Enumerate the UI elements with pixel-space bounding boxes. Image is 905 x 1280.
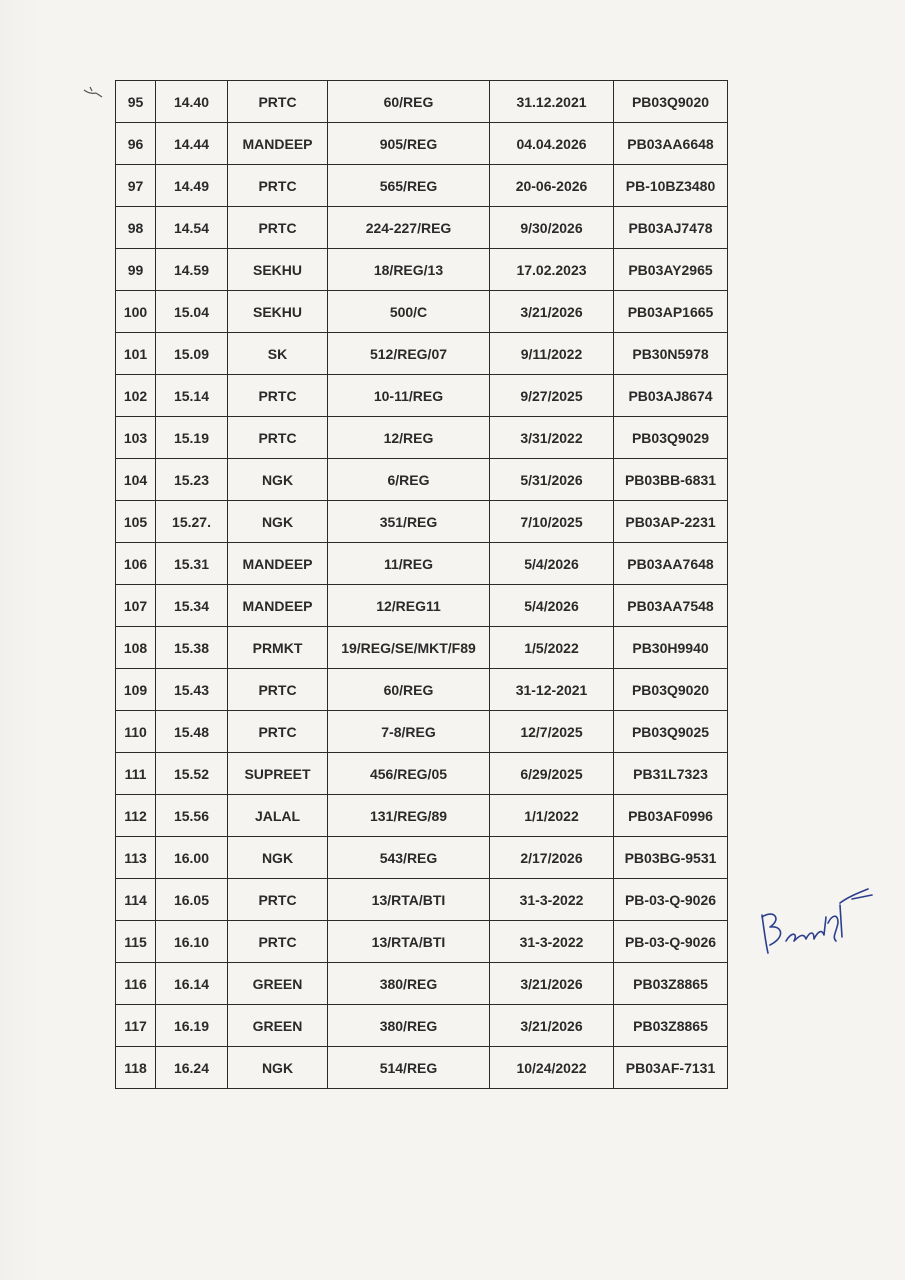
table-row (116, 543, 728, 585)
validity-cell: 17.02.2023 (490, 249, 614, 291)
validity-cell: 31-12-2021 (490, 669, 614, 711)
serial-cell: 99 (116, 249, 156, 291)
serial-cell: 98 (116, 207, 156, 249)
validity-cell: 3/21/2026 (490, 963, 614, 1005)
validity-cell: 5/31/2026 (490, 459, 614, 501)
table-row (116, 81, 728, 123)
vehicle-cell: PB-03-Q-9026 (614, 921, 728, 963)
permit-cell: 19/REG/SE/MKT/F89 (328, 627, 490, 669)
table-row (116, 795, 728, 837)
pen-mark-icon (82, 84, 106, 100)
validity-cell: 6/29/2025 (490, 753, 614, 795)
vehicle-cell: PB03AP1665 (614, 291, 728, 333)
table-row (116, 627, 728, 669)
vehicle-cell: PB03AJ7478 (614, 207, 728, 249)
operator-cell: SEKHU (228, 291, 328, 333)
validity-cell: 10/24/2022 (490, 1047, 614, 1089)
time-cell: 14.44 (156, 123, 228, 165)
vehicle-cell: PB-03-Q-9026 (614, 879, 728, 921)
operator-cell: NGK (228, 837, 328, 879)
permit-cell: 131/REG/89 (328, 795, 490, 837)
operator-cell: SK (228, 333, 328, 375)
timetable-body (116, 81, 728, 1089)
permit-cell: 543/REG (328, 837, 490, 879)
permit-cell: 6/REG (328, 459, 490, 501)
serial-cell: 114 (116, 879, 156, 921)
time-cell: 16.14 (156, 963, 228, 1005)
table-row (116, 585, 728, 627)
operator-cell: MANDEEP (228, 123, 328, 165)
serial-cell: 112 (116, 795, 156, 837)
vehicle-cell: PB03Z8865 (614, 1005, 728, 1047)
table-row (116, 753, 728, 795)
serial-cell: 103 (116, 417, 156, 459)
serial-cell: 111 (116, 753, 156, 795)
serial-cell: 95 (116, 81, 156, 123)
permit-cell: 12/REG11 (328, 585, 490, 627)
time-cell: 15.48 (156, 711, 228, 753)
time-cell: 14.49 (156, 165, 228, 207)
permit-cell: 60/REG (328, 669, 490, 711)
operator-cell: PRTC (228, 375, 328, 417)
table-row (116, 963, 728, 1005)
table-row (116, 921, 728, 963)
time-cell: 16.19 (156, 1005, 228, 1047)
operator-cell: NGK (228, 1047, 328, 1089)
permit-cell: 514/REG (328, 1047, 490, 1089)
time-cell: 16.05 (156, 879, 228, 921)
vehicle-cell: PB30N5978 (614, 333, 728, 375)
serial-cell: 102 (116, 375, 156, 417)
serial-cell: 109 (116, 669, 156, 711)
validity-cell: 31-3-2022 (490, 921, 614, 963)
handwritten-signature-icon (752, 875, 882, 965)
operator-cell: PRTC (228, 879, 328, 921)
permit-cell: 13/RTA/BTI (328, 879, 490, 921)
permit-cell: 351/REG (328, 501, 490, 543)
vehicle-cell: PB03Q9029 (614, 417, 728, 459)
validity-cell: 7/10/2025 (490, 501, 614, 543)
vehicle-cell: PB03AA7648 (614, 543, 728, 585)
time-cell: 15.31 (156, 543, 228, 585)
validity-cell: 20-06-2026 (490, 165, 614, 207)
vehicle-cell: PB30H9940 (614, 627, 728, 669)
vehicle-cell: PB03Z8865 (614, 963, 728, 1005)
table-row (116, 207, 728, 249)
timetable (115, 80, 728, 1089)
serial-cell: 96 (116, 123, 156, 165)
permit-cell: 512/REG/07 (328, 333, 490, 375)
validity-cell: 31-3-2022 (490, 879, 614, 921)
table-row (116, 417, 728, 459)
permit-cell: 12/REG (328, 417, 490, 459)
table-row (116, 291, 728, 333)
permit-cell: 13/RTA/BTI (328, 921, 490, 963)
time-cell: 15.27. (156, 501, 228, 543)
permit-cell: 565/REG (328, 165, 490, 207)
serial-cell: 108 (116, 627, 156, 669)
permit-cell: 11/REG (328, 543, 490, 585)
vehicle-cell: PB-10BZ3480 (614, 165, 728, 207)
vehicle-cell: PB03Q9025 (614, 711, 728, 753)
vehicle-cell: PB03AP-2231 (614, 501, 728, 543)
table-row (116, 879, 728, 921)
validity-cell: 9/27/2025 (490, 375, 614, 417)
operator-cell: PRTC (228, 165, 328, 207)
operator-cell: SEKHU (228, 249, 328, 291)
time-cell: 15.34 (156, 585, 228, 627)
operator-cell: PRMKT (228, 627, 328, 669)
operator-cell: PRTC (228, 669, 328, 711)
validity-cell: 9/11/2022 (490, 333, 614, 375)
operator-cell: MANDEEP (228, 543, 328, 585)
permit-cell: 456/REG/05 (328, 753, 490, 795)
time-cell: 16.24 (156, 1047, 228, 1089)
time-cell: 15.43 (156, 669, 228, 711)
table-row (116, 711, 728, 753)
serial-cell: 107 (116, 585, 156, 627)
serial-cell: 110 (116, 711, 156, 753)
operator-cell: PRTC (228, 921, 328, 963)
operator-cell: PRTC (228, 417, 328, 459)
table-row (116, 1047, 728, 1089)
permit-cell: 10-11/REG (328, 375, 490, 417)
time-cell: 14.59 (156, 249, 228, 291)
serial-cell: 118 (116, 1047, 156, 1089)
serial-cell: 106 (116, 543, 156, 585)
vehicle-cell: PB03AF0996 (614, 795, 728, 837)
serial-cell: 104 (116, 459, 156, 501)
validity-cell: 5/4/2026 (490, 585, 614, 627)
validity-cell: 04.04.2026 (490, 123, 614, 165)
table-row (116, 459, 728, 501)
operator-cell: MANDEEP (228, 585, 328, 627)
serial-cell: 97 (116, 165, 156, 207)
serial-cell: 100 (116, 291, 156, 333)
table-row (116, 333, 728, 375)
operator-cell: PRTC (228, 711, 328, 753)
table-row (116, 1005, 728, 1047)
table-row (116, 249, 728, 291)
time-cell: 15.19 (156, 417, 228, 459)
table-row (116, 123, 728, 165)
time-cell: 15.52 (156, 753, 228, 795)
time-cell: 15.04 (156, 291, 228, 333)
serial-cell: 105 (116, 501, 156, 543)
operator-cell: GREEN (228, 1005, 328, 1047)
serial-cell: 117 (116, 1005, 156, 1047)
time-cell: 16.10 (156, 921, 228, 963)
time-cell: 16.00 (156, 837, 228, 879)
operator-cell: NGK (228, 501, 328, 543)
validity-cell: 3/21/2026 (490, 291, 614, 333)
time-cell: 15.09 (156, 333, 228, 375)
time-cell: 15.56 (156, 795, 228, 837)
time-cell: 15.14 (156, 375, 228, 417)
table-row (116, 837, 728, 879)
table-row (116, 501, 728, 543)
operator-cell: PRTC (228, 81, 328, 123)
validity-cell: 31.12.2021 (490, 81, 614, 123)
validity-cell: 3/21/2026 (490, 1005, 614, 1047)
vehicle-cell: PB03Q9020 (614, 81, 728, 123)
validity-cell: 2/17/2026 (490, 837, 614, 879)
validity-cell: 12/7/2025 (490, 711, 614, 753)
time-cell: 14.40 (156, 81, 228, 123)
validity-cell: 3/31/2022 (490, 417, 614, 459)
vehicle-cell: PB03BB-6831 (614, 459, 728, 501)
validity-cell: 9/30/2026 (490, 207, 614, 249)
permit-cell: 380/REG (328, 1005, 490, 1047)
vehicle-cell: PB03AJ8674 (614, 375, 728, 417)
operator-cell: JALAL (228, 795, 328, 837)
operator-cell: NGK (228, 459, 328, 501)
table-row (116, 375, 728, 417)
vehicle-cell: PB03AA6648 (614, 123, 728, 165)
permit-cell: 905/REG (328, 123, 490, 165)
validity-cell: 1/5/2022 (490, 627, 614, 669)
validity-cell: 5/4/2026 (490, 543, 614, 585)
operator-cell: PRTC (228, 207, 328, 249)
operator-cell: GREEN (228, 963, 328, 1005)
permit-cell: 380/REG (328, 963, 490, 1005)
serial-cell: 115 (116, 921, 156, 963)
time-cell: 14.54 (156, 207, 228, 249)
vehicle-cell: PB03BG-9531 (614, 837, 728, 879)
time-cell: 15.23 (156, 459, 228, 501)
operator-cell: SUPREET (228, 753, 328, 795)
serial-cell: 113 (116, 837, 156, 879)
vehicle-cell: PB03AF-7131 (614, 1047, 728, 1089)
vehicle-cell: PB03Q9020 (614, 669, 728, 711)
permit-cell: 224-227/REG (328, 207, 490, 249)
permit-cell: 7-8/REG (328, 711, 490, 753)
vehicle-cell: PB31L7323 (614, 753, 728, 795)
table-row (116, 669, 728, 711)
permit-cell: 60/REG (328, 81, 490, 123)
vehicle-cell: PB03AY2965 (614, 249, 728, 291)
serial-cell: 116 (116, 963, 156, 1005)
table-row (116, 165, 728, 207)
permit-cell: 500/C (328, 291, 490, 333)
permit-cell: 18/REG/13 (328, 249, 490, 291)
validity-cell: 1/1/2022 (490, 795, 614, 837)
time-cell: 15.38 (156, 627, 228, 669)
serial-cell: 101 (116, 333, 156, 375)
vehicle-cell: PB03AA7548 (614, 585, 728, 627)
